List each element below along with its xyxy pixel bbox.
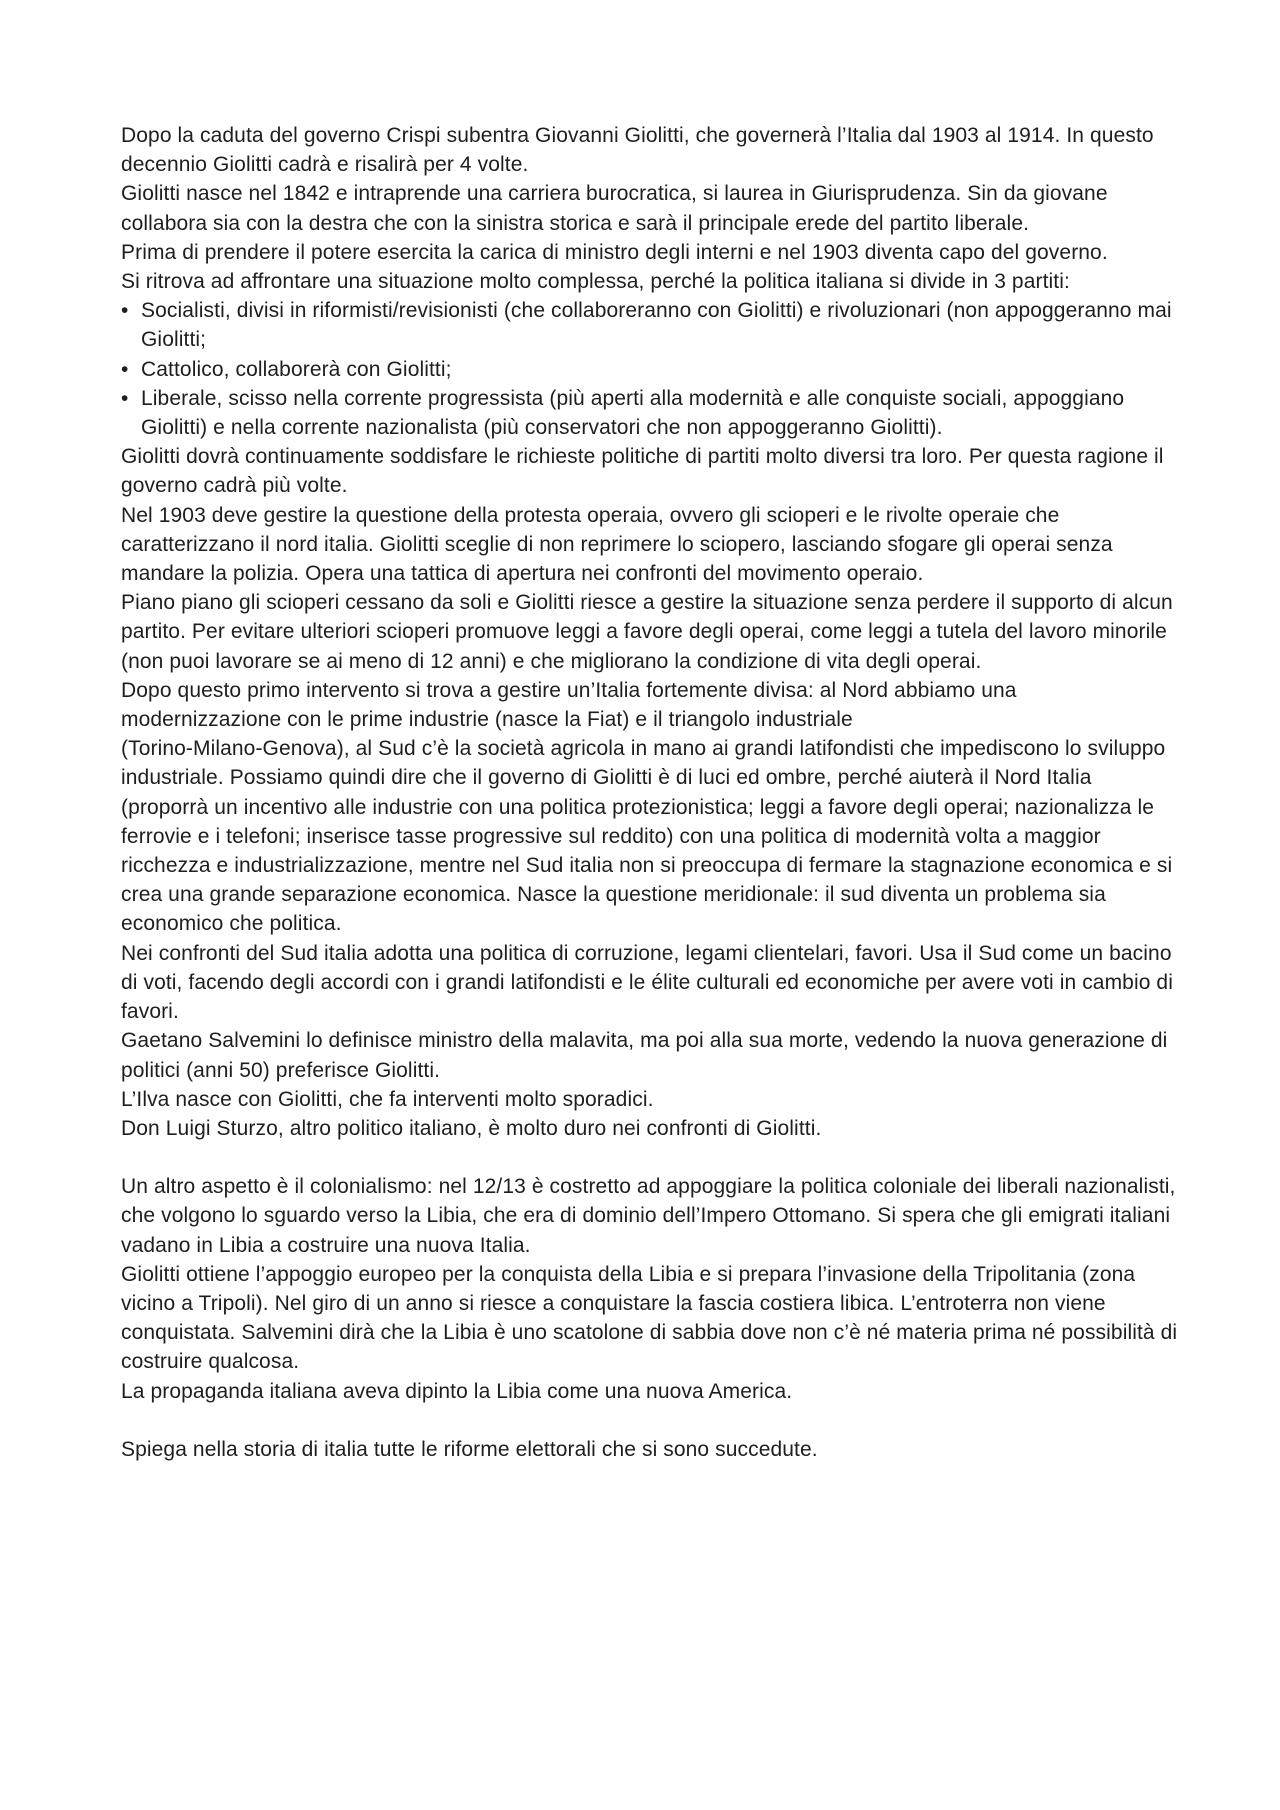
document-body bbox=[121, 121, 1181, 1464]
paragraph-sturzo: Don Luigi Sturzo, altro politico italiano, è molto duro nei confronti di Giolitti. bbox=[121, 1116, 822, 1140]
paragraph-propaganda: La propaganda italiana aveva dipinto la Libia come una nuova America. bbox=[121, 1379, 793, 1403]
paragraph-crispi-giolitti: Dopo la caduta del governo Crispi subentra Giovanni Giolitti, che governerà l’Italia dal 1903 al 1914. In questo decennio Giolitti cadrà e risalirà per 4 volte. bbox=[121, 124, 1154, 177]
list-item-text: Cattolico, collaborerà con Giolitti; bbox=[141, 357, 452, 381]
paragraph-salvemini: Gaetano Salvemini lo definisce ministro della malavita, ma poi alla sua morte, vedendo la nuova generazione di politici (anni 50) preferisce Giolitti. bbox=[121, 1029, 1168, 1082]
paragraph-richieste-politiche: Giolitti dovrà continuamente soddisfare le richieste politiche di partiti molto diversi tra loro. Per questa ragione il governo cadrà più volte. bbox=[121, 445, 1164, 498]
bullet-marker: • bbox=[121, 299, 129, 323]
paragraph-ministro-interni: Prima di prendere il potere esercita la carica di ministro degli interni e nel 1903 diventa capo del governo. bbox=[121, 240, 1108, 264]
list-item-text: Socialisti, divisi in riformisti/revisionisti (che collaboreranno con Giolitti) e rivoluzionari (non appoggeranno mai Giolitti; bbox=[141, 299, 1172, 352]
partiti-list bbox=[121, 296, 1181, 442]
list-item-cattolico bbox=[121, 355, 1181, 384]
list-item-liberale bbox=[121, 384, 1181, 442]
paragraph-partiti-intro: Si ritrova ad affrontare una situazione molto complessa, perché la politica italiana si divide in 3 partiti: bbox=[121, 270, 1070, 294]
bullet-marker: • bbox=[121, 386, 129, 410]
bullet-marker: • bbox=[121, 357, 129, 381]
paragraph-colonialismo: Un altro aspetto è il colonialismo: nel 12/13 è costretto ad appoggiare la politica coloniale dei liberali nazionalisti, che volgono lo sguardo verso la Libia, che era di dominio dell’Impero Ottomano. Si spera che gli emigrati italiani vadano in Libia a costruire una nuova Italia. bbox=[121, 1175, 1176, 1257]
paragraph-libia-conquista: Giolitti ottiene l’appoggio europeo per la conquista della Libia e si prepara l’invasione della Tripolitania (zona vicino a Tripoli). Nel giro di un anno si riesce a conquistare la fascia costiera libica. L’entroterra non viene conquistata. Salvemini dirà che la Libia è uno scatolone di sabbia dove non c’è né materia prima né possibilità di costruire qualcosa. bbox=[121, 1262, 1178, 1374]
paragraph-protesta-operaia: Nel 1903 deve gestire la questione della protesta operaia, ovvero gli scioperi e le rivolte operaie che caratterizzano il nord italia. Giolitti sceglie di non reprimere lo sciopero, lasciando sfogare gli operai senza mandare la polizia. Opera una tattica di apertura nei confronti del movimento operaio. bbox=[121, 503, 1113, 586]
paragraph-spacer bbox=[121, 1143, 1181, 1172]
paragraph-leggi-operai: Piano piano gli scioperi cessano da soli e Giolitti riesce a gestire la situazione senza perdere il supporto di alcun partito. Per evitare ulteriori scioperi promuove leggi a favore degli operai, come leggi a tutela del lavoro minorile (non puoi lavorare se ai meno di 12 anni) e che migliorano la condizione di vita degli operai. bbox=[121, 591, 1173, 673]
list-item-socialisti bbox=[121, 296, 1181, 354]
paragraph-giolitti-biography: Giolitti nasce nel 1842 e intraprende una carriera burocratica, si laurea in Giurisprudenza. Sin da giovane collabora sia con la destra che con la sinistra storica e sarà il principale erede del partito liberale. bbox=[121, 182, 1108, 235]
paragraph-italia-divisa-intro: Dopo questo primo intervento si trova a gestire un’Italia fortemente divisa: al Nord abbiamo una modernizzazione con le prime industrie (nasce la Fiat) e il triangolo industriale bbox=[121, 678, 1017, 732]
paragraph-questione-meridionale: (Torino-Milano-Genova), al Sud c’è la società agricola in mano ai grandi latifondisti che impediscono lo sviluppo industriale. Possiamo quindi dire che il governo di Giolitti è di luci ed ombre, perché aiuterà il Nord Italia (proporrà un incentivo alle industrie con una politica protezionistica; leggi a favore degli operai; nazionalizza le ferrovie e i telefoni; inserisce tasse progressive sul reddito) con una politica di modernità volta a maggior ricchezza e industrializzazione, mentre nel Sud italia non si preoccupa di fermare la stagnazione economica e si crea una grande separazione economica. Nasce la questione meridionale: il sud diventa un problema sia economico che politica. bbox=[121, 737, 1173, 936]
paragraph-sud-corruzione: Nei confronti del Sud italia adotta una politica di corruzione, legami clientelari, favori. Usa il Sud come un bacino di voti, facendo degli accordi con i grandi latifondisti e le élite culturali ed economiche per avere voti in cambio di favori. bbox=[121, 941, 1173, 1024]
paragraph-ilva: L’Ilva nasce con Giolitti, che fa interventi molto sporadici. bbox=[121, 1087, 654, 1111]
paragraph-riforme-elettorali: Spiega nella storia di italia tutte le riforme elettorali che si sono succedute. bbox=[121, 1437, 818, 1461]
paragraph-spacer bbox=[121, 1406, 1181, 1435]
list-item-text: Liberale, scisso nella corrente progressista (più aperti alla modernità e alle conquiste sociali, appoggiano Giolitti) e nella corrente nazionalista (più conservatori che non appoggeranno Giolitti). bbox=[141, 386, 1125, 440]
